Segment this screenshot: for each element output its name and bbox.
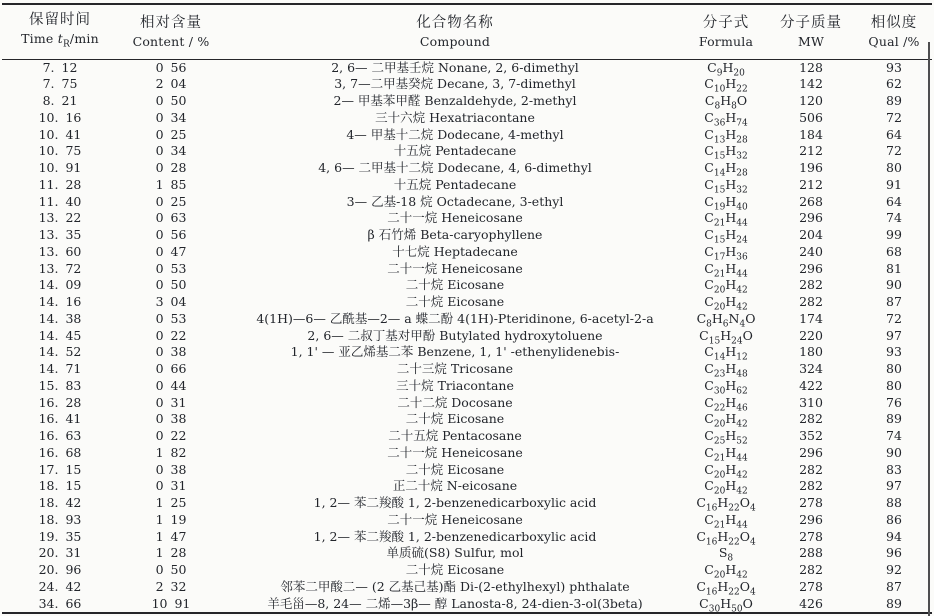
cell-content-percent: 0 38	[155, 411, 187, 427]
cell-compound-name: 二十三烷 Tricosane	[396, 361, 514, 376]
cell-compound-name: β 石竹烯 Beta-caryophyllene	[367, 227, 543, 242]
cell-qual: 87	[886, 578, 902, 594]
cell-formula: $C_9H_{20}$	[707, 59, 745, 77]
cell-content-percent: 1 47	[155, 528, 187, 544]
cell-content-percent: 0 28	[155, 160, 187, 175]
cell-molecular-weight: 212	[799, 143, 823, 159]
cell-formula: $C_{16}H_{22}O_4$	[696, 578, 756, 596]
table-row	[2, 110, 932, 127]
table-row	[2, 59, 932, 76]
cell-formula: $C_{20}H_{42}$	[704, 478, 748, 495]
cell-formula: $C_{15}H_{24}O$	[699, 327, 753, 345]
cell-content-percent: 3 04	[155, 294, 187, 309]
cell-qual: 89	[886, 595, 902, 611]
cell-molecular-weight: 282	[799, 562, 823, 577]
cell-compound-name: 4(1H)—6— 乙酰基—2— a 蝶二酚 4(1H)-Pteridinone, 6-acetyl-2-a	[256, 310, 654, 326]
cell-qual: 81	[886, 260, 902, 276]
cell-qual: 86	[886, 511, 902, 527]
table-row	[2, 495, 932, 512]
cell-formula: $S_8$	[718, 545, 734, 562]
cell-retention-time: 24. 42	[38, 578, 82, 594]
cell-formula: $C_{22}H_{46}$	[704, 394, 748, 412]
cell-content-percent: 0 47	[155, 243, 187, 259]
cell-content-percent: 0 56	[155, 227, 187, 242]
cell-formula: $C_{20}H_{42}$	[704, 562, 748, 579]
cell-compound-name: 二十一烷 Heneicosane	[387, 511, 523, 527]
table-header	[2, 4, 932, 59]
cell-retention-time: 16. 63	[38, 428, 82, 443]
table-row	[2, 294, 932, 311]
cell-qual: 90	[886, 277, 902, 293]
cell-content-percent: 0 25	[155, 193, 187, 209]
cell-compound-name: 1, 2— 苯二羧酸 1, 2-benzenedicarboxylic acid	[313, 495, 597, 510]
cell-compound-name: 1, 2— 苯二羧酸 1, 2-benzenedicarboxylic acid	[313, 528, 597, 544]
compound-table	[2, 3, 932, 614]
table-row	[2, 143, 932, 160]
table-row	[2, 512, 932, 529]
cell-molecular-weight: 426	[799, 595, 823, 611]
table-row	[2, 378, 932, 395]
cell-molecular-weight: 296	[799, 210, 823, 226]
cell-qual: 96	[886, 545, 902, 561]
cell-content-percent: 0 31	[155, 394, 187, 410]
cell-retention-time: 13. 72	[38, 260, 82, 276]
cell-retention-time: 16. 28	[38, 394, 82, 410]
table-row	[2, 244, 932, 261]
table-row	[2, 328, 932, 345]
col-header-retention-time-en: Time $t_R/\min$	[21, 31, 99, 50]
cell-qual: 89	[886, 93, 902, 108]
cell-content-percent: 0 53	[155, 260, 187, 276]
cell-formula: $C_8H_8O$	[704, 93, 748, 110]
col-header-content-zh: 相对含量	[140, 15, 202, 32]
col-header-qual	[856, 4, 932, 59]
cell-formula: $C_{17}H_{36}$	[704, 243, 748, 261]
col-header-mw-zh: 分子质量	[780, 15, 842, 32]
cell-qual: 97	[886, 478, 902, 494]
table-row	[2, 462, 932, 479]
cell-retention-time: 13. 22	[38, 210, 82, 226]
cell-molecular-weight: 220	[799, 327, 823, 343]
table-row	[2, 261, 932, 278]
col-header-retention-time-zh: 保留时间	[29, 12, 91, 28]
cell-formula: $C_{16}H_{22}O_4$	[696, 495, 756, 512]
cell-formula: $C_{14}H_{12}$	[704, 344, 748, 361]
cell-content-percent: 0 25	[155, 126, 187, 142]
cell-molecular-weight: 142	[799, 76, 823, 92]
cell-content-percent: 1 25	[155, 495, 187, 510]
cell-retention-time: 20. 31	[38, 545, 82, 561]
cell-qual: 99	[886, 227, 902, 242]
cell-compound-name: 十五烷 Pentadecane	[393, 176, 517, 192]
cell-molecular-weight: 282	[799, 461, 823, 477]
table-row	[2, 277, 932, 294]
cell-compound-name: 2, 6— 二叔丁基对甲酚 Butylated hydroxytoluene	[307, 327, 603, 343]
cell-compound-name: 二十二烷 Docosane	[397, 394, 513, 410]
cell-formula: $C_{21}H_{44}$	[704, 210, 748, 227]
cell-retention-time: 11. 40	[38, 193, 82, 209]
cell-qual: 94	[886, 528, 902, 544]
cell-qual: 93	[886, 344, 902, 360]
cell-molecular-weight: 422	[799, 377, 823, 393]
cell-compound-name: 三十六烷 Hexatriacontane	[375, 109, 535, 125]
cell-retention-time: 16. 41	[38, 411, 82, 427]
cell-molecular-weight: 506	[799, 109, 823, 125]
col-header-formula-zh: 分子式	[702, 15, 750, 32]
cell-molecular-weight: 310	[799, 394, 823, 410]
cell-formula: $C_8H_6N_4O$	[696, 310, 756, 328]
cell-retention-time: 14. 09	[38, 277, 82, 293]
col-header-content	[118, 4, 224, 59]
cell-retention-time: 10. 75	[38, 143, 82, 159]
cell-formula: $C_{10}H_{22}$	[704, 76, 748, 93]
cell-molecular-weight: 128	[799, 59, 823, 75]
cell-content-percent: 0 22	[155, 327, 187, 343]
cell-formula: $C_{20}H_{42}$	[704, 277, 748, 294]
cell-retention-time: 7. 12	[42, 59, 78, 75]
cell-formula: $C_{21}H_{44}$	[704, 260, 748, 278]
cell-content-percent: 2 04	[155, 76, 187, 92]
cell-retention-time: 14. 16	[38, 294, 82, 309]
cell-content-percent: 1 82	[155, 444, 187, 460]
cell-molecular-weight: 288	[799, 545, 823, 561]
table-row	[2, 596, 932, 614]
table-row	[2, 411, 932, 428]
cell-molecular-weight: 282	[799, 411, 823, 427]
cell-qual: 88	[886, 495, 902, 510]
cell-compound-name: 二十一烷 Heneicosane	[387, 260, 523, 276]
cell-molecular-weight: 184	[799, 126, 823, 142]
cell-molecular-weight: 240	[799, 243, 823, 259]
cell-qual: 97	[886, 327, 902, 343]
cell-formula: $C_{15}H_{24}$	[704, 227, 748, 244]
cell-compound-name: 二十烷 Eicosane	[405, 294, 505, 309]
cell-retention-time: 14. 71	[38, 361, 82, 376]
cell-compound-name: 二十烷 Eicosane	[405, 411, 505, 427]
table-row	[2, 428, 932, 445]
cell-compound-name: 4— 甲基十二烷 Dodecane, 4-methyl	[346, 126, 564, 142]
cell-retention-time: 10. 41	[38, 126, 82, 142]
table-body	[2, 59, 932, 613]
cell-qual: 62	[886, 76, 902, 92]
cell-retention-time: 8. 21	[42, 93, 78, 108]
cell-compound-name: 4, 6— 二甲基十二烷 Dodecane, 4, 6-dimethyl	[318, 160, 592, 175]
cell-content-percent: 0 38	[155, 461, 187, 477]
col-header-qual-zh: 相似度	[870, 15, 918, 32]
cell-formula: $C_{21}H_{44}$	[704, 444, 748, 462]
table-row	[2, 210, 932, 227]
cell-compound-name: 二十烷 Eicosane	[405, 562, 505, 577]
cell-content-percent: 0 31	[155, 478, 187, 494]
table-row	[2, 311, 932, 328]
col-header-compound-en: Compound	[419, 34, 491, 50]
cell-qual: 72	[886, 109, 902, 125]
cell-molecular-weight: 204	[799, 227, 823, 242]
cell-content-percent: 0 22	[155, 428, 187, 443]
cell-molecular-weight: 352	[799, 428, 823, 443]
cell-formula: $C_{20}H_{42}$	[704, 411, 748, 428]
cell-qual: 76	[886, 394, 902, 410]
cell-compound-name: 3, 7—二甲基癸烷 Decane, 3, 7-dimethyl	[334, 76, 576, 92]
cell-content-percent: 10 91	[151, 595, 191, 611]
cell-molecular-weight: 282	[799, 478, 823, 494]
cell-retention-time: 18. 42	[38, 495, 82, 510]
cell-qual: 93	[886, 59, 902, 75]
col-header-compound-zh: 化合物名称	[416, 15, 494, 32]
col-header-content-en: Content / %	[132, 34, 210, 50]
cell-molecular-weight: 268	[799, 193, 823, 209]
cell-compound-name: 十七烷 Heptadecane	[392, 243, 518, 259]
cell-content-percent: 1 28	[155, 545, 187, 561]
cell-qual: 80	[886, 160, 902, 175]
cell-molecular-weight: 180	[799, 344, 823, 360]
cell-content-percent: 0 34	[155, 109, 187, 125]
cell-compound-name: 羊毛甾—8, 24— 二烯—3β— 醇 Lanosta-8, 24-dien-3-ol(3beta)	[267, 595, 643, 611]
cell-content-percent: 0 63	[155, 210, 187, 226]
cell-formula: $C_{20}H_{42}$	[704, 294, 748, 311]
header-row	[2, 4, 932, 59]
col-header-formula-en: Formula	[698, 34, 754, 50]
cell-molecular-weight: 296	[799, 260, 823, 276]
cell-compound-name: 2, 6— 二甲基壬烷 Nonane, 2, 6-dimethyl	[331, 59, 579, 75]
cell-content-percent: 0 66	[155, 361, 187, 376]
cell-retention-time: 11. 28	[38, 176, 82, 192]
table-row	[2, 177, 932, 194]
cell-qual: 90	[886, 444, 902, 460]
cell-molecular-weight: 278	[799, 495, 823, 510]
cell-qual: 87	[886, 294, 902, 309]
table-row	[2, 194, 932, 211]
cell-retention-time: 14. 45	[38, 327, 82, 343]
cell-content-percent: 1 19	[155, 511, 187, 527]
cell-content-percent: 1 85	[155, 176, 187, 192]
table-row	[2, 344, 932, 361]
cell-formula: $C_{15}H_{32}$	[704, 143, 748, 160]
cell-formula: $C_{23}H_{48}$	[704, 361, 748, 378]
scan-edge-artifact	[928, 42, 930, 616]
cell-retention-time: 14. 52	[38, 344, 82, 360]
cell-content-percent: 0 56	[155, 59, 187, 75]
table-row	[2, 127, 932, 144]
col-header-formula	[686, 4, 766, 59]
col-header-compound	[224, 4, 686, 59]
cell-qual: 80	[886, 361, 902, 376]
cell-retention-time: 20. 96	[38, 562, 82, 577]
cell-content-percent: 0 38	[155, 344, 187, 360]
cell-molecular-weight: 296	[799, 444, 823, 460]
cell-qual: 80	[886, 377, 902, 393]
table-row	[2, 445, 932, 462]
cell-formula: $C_{30}H_{62}$	[704, 377, 748, 395]
cell-qual: 92	[886, 562, 902, 577]
table-row	[2, 545, 932, 562]
cell-formula: $C_{16}H_{22}O_4$	[696, 528, 756, 546]
cell-compound-name: 十五烷 Pentadecane	[393, 143, 517, 159]
cell-qual: 83	[886, 461, 902, 477]
cell-retention-time: 10. 16	[38, 109, 82, 125]
table-row	[2, 93, 932, 110]
cell-content-percent: 0 44	[155, 377, 187, 393]
table-row	[2, 579, 932, 596]
cell-qual: 68	[886, 243, 902, 259]
table-row	[2, 478, 932, 495]
col-header-retention-time	[2, 4, 118, 59]
cell-compound-name: 二十五烷 Pentacosane	[388, 428, 522, 443]
cell-compound-name: 2— 甲基苯甲醛 Benzaldehyde, 2-methyl	[333, 93, 577, 108]
cell-compound-name: 1, 1' — 亚乙烯基二苯 Benzene, 1, 1' -ethenylidenebis-	[290, 344, 620, 360]
cell-compound-name: 邻苯二甲酸二— (2 乙基己基)酯 Di-(2-ethylhexyl) phthalate	[280, 578, 630, 594]
cell-formula: $C_{13}H_{28}$	[704, 126, 748, 144]
cell-retention-time: 17. 15	[38, 461, 82, 477]
cell-molecular-weight: 212	[799, 176, 823, 192]
cell-molecular-weight: 296	[799, 511, 823, 527]
table-row	[2, 562, 932, 579]
cell-compound-name: 3— 乙基-18 烷 Octadecane, 3-ethyl	[346, 193, 564, 209]
cell-retention-time: 15. 83	[38, 377, 82, 393]
cell-compound-name: 二十一烷 Heneicosane	[387, 210, 523, 226]
cell-qual: 89	[886, 411, 902, 427]
cell-content-percent: 0 50	[155, 277, 187, 293]
cell-content-percent: 0 53	[155, 310, 187, 326]
cell-formula: $C_{14}H_{28}$	[704, 160, 748, 177]
cell-qual: 64	[886, 126, 902, 142]
cell-content-percent: 0 50	[155, 562, 187, 577]
table-row	[2, 395, 932, 412]
col-header-qual-en: Qual /%	[868, 34, 920, 50]
table-row	[2, 160, 932, 177]
cell-formula: $C_{21}H_{44}$	[704, 511, 748, 529]
cell-qual: 74	[886, 210, 902, 226]
cell-molecular-weight: 278	[799, 578, 823, 594]
cell-retention-time: 14. 38	[38, 310, 82, 326]
cell-molecular-weight: 120	[799, 93, 823, 108]
cell-compound-name: 正二十烷 N-eicosane	[392, 478, 518, 494]
col-header-mw	[766, 4, 856, 59]
cell-retention-time: 13. 60	[38, 243, 82, 259]
cell-formula: $C_{19}H_{40}$	[704, 193, 748, 211]
cell-molecular-weight: 282	[799, 294, 823, 309]
cell-compound-name: 二十烷 Eicosane	[405, 461, 505, 477]
cell-content-percent: 0 34	[155, 143, 187, 159]
cell-retention-time: 10. 91	[38, 160, 82, 175]
cell-compound-name: 单质硫(S8) Sulfur, mol	[386, 545, 524, 561]
table-row	[2, 529, 932, 546]
col-header-mw-en: MW	[797, 34, 825, 50]
cell-compound-name: 二十烷 Eicosane	[405, 277, 505, 293]
cell-molecular-weight: 282	[799, 277, 823, 293]
cell-content-percent: 2 32	[155, 578, 187, 594]
cell-compound-name: 三十烷 Triacontane	[396, 377, 514, 393]
cell-qual: 72	[886, 143, 902, 159]
cell-compound-name: 二十一烷 Heneicosane	[387, 444, 523, 460]
cell-formula: $C_{15}H_{32}$	[704, 176, 748, 194]
cell-qual: 64	[886, 193, 902, 209]
cell-molecular-weight: 174	[799, 310, 823, 326]
cell-formula: $C_{25}H_{52}$	[704, 428, 748, 445]
table-row	[2, 227, 932, 244]
cell-qual: 72	[886, 310, 902, 326]
cell-formula: $C_{20}H_{42}$	[704, 461, 748, 479]
cell-retention-time: 13. 35	[38, 227, 82, 242]
cell-formula: $C_{30}H_{50}O$	[699, 595, 753, 614]
cell-retention-time: 7. 75	[42, 76, 78, 92]
cell-retention-time: 19. 35	[38, 528, 82, 544]
cell-retention-time: 16. 68	[38, 444, 82, 460]
cell-molecular-weight: 196	[799, 160, 823, 175]
cell-molecular-weight: 278	[799, 528, 823, 544]
cell-retention-time: 34. 66	[38, 595, 82, 611]
cell-qual: 74	[886, 428, 902, 443]
table-row	[2, 361, 932, 378]
cell-retention-time: 18. 15	[38, 478, 82, 494]
cell-qual: 91	[886, 176, 902, 192]
cell-retention-time: 18. 93	[38, 511, 82, 527]
cell-formula: $C_{36}H_{74}$	[704, 109, 748, 127]
cell-content-percent: 0 50	[155, 93, 187, 108]
cell-molecular-weight: 324	[799, 361, 823, 376]
table-row	[2, 76, 932, 93]
